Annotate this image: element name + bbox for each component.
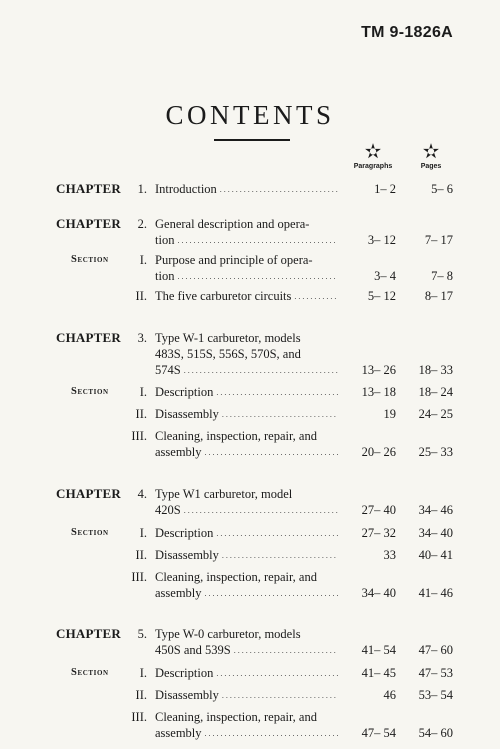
entry-title-line: General description and opera- — [155, 217, 310, 231]
chapter-entry — [0, 181, 500, 197]
page-range: 47– 60 — [418, 643, 453, 657]
paragraph-range: 34– 40 — [361, 586, 396, 600]
entry-number: II. — [135, 289, 147, 303]
entry-title-line: assembly — [155, 726, 202, 740]
paragraph-range: 27– 32 — [361, 526, 396, 540]
dot-leader — [234, 642, 338, 658]
entry-title-line: The five carburetor circuits — [155, 289, 292, 303]
paragraph-range: 3– 12 — [367, 233, 396, 247]
title-rule — [214, 139, 290, 141]
page-range: 53– 54 — [418, 688, 453, 702]
page-range: 34– 46 — [418, 503, 453, 517]
entry-title-line: Type W-0 carburetor, models — [155, 627, 301, 641]
page-range: 18– 33 — [418, 363, 453, 377]
entry-title — [155, 330, 338, 378]
entry-title-line: Introduction — [155, 182, 217, 196]
paragraph-range: 1– 2 — [374, 182, 396, 196]
chapter-entry — [0, 216, 500, 248]
entry-number: I. — [139, 526, 147, 540]
dot-leader — [222, 687, 338, 703]
entry-number: 5. — [137, 627, 147, 641]
entry-title — [155, 384, 338, 400]
entry-kind-label: CHAPTER — [56, 626, 121, 641]
entry-title-line: Cleaning, inspection, repair, and — [155, 570, 317, 584]
entry-title-line: Description — [155, 666, 214, 680]
dot-leader — [222, 547, 338, 563]
entry-title — [155, 288, 338, 304]
entry-title — [155, 428, 338, 460]
entry-title-line: Type W1 carburetor, model — [155, 487, 293, 501]
entry-number: II. — [135, 688, 147, 702]
chapter-entry — [0, 626, 500, 658]
chapter-entry — [0, 486, 500, 518]
entry-number: I. — [139, 666, 147, 680]
dot-leader — [222, 406, 338, 422]
subsection-entry — [0, 406, 500, 422]
paragraph-range: 47– 54 — [361, 726, 396, 740]
entry-kind-label: CHAPTER — [56, 330, 121, 345]
page-range: 47– 53 — [418, 666, 453, 680]
chapter-entry — [0, 330, 500, 378]
entry-title-line: Type W-1 carburetor, models — [155, 331, 301, 345]
paragraph-range: 19 — [383, 407, 396, 421]
star-icon: ✫ — [364, 141, 382, 163]
entry-title — [155, 709, 338, 741]
entry-title — [155, 569, 338, 601]
entry-title — [155, 525, 338, 541]
page-range: 8– 17 — [424, 289, 453, 303]
star-icon: ✫ — [422, 141, 440, 163]
entry-title-line: 450S and 539S — [155, 643, 231, 657]
dot-leader — [294, 288, 338, 304]
dot-leader — [216, 525, 338, 541]
entry-title-line: assembly — [155, 445, 202, 459]
entry-title-line: 483S, 515S, 556S, 570S, and — [155, 347, 301, 361]
page-range: 7– 8 — [431, 269, 453, 283]
entry-kind-label: Section — [71, 386, 109, 397]
section-entry — [0, 252, 500, 284]
entry-kind-label: Section — [71, 527, 109, 538]
entry-title-line: Disassembly — [155, 548, 219, 562]
entry-number: 2. — [137, 217, 147, 231]
dot-leader — [205, 725, 338, 741]
paragraph-range: 13– 26 — [361, 363, 396, 377]
dot-leader — [205, 585, 338, 601]
dot-leader — [220, 181, 338, 197]
entry-kind-label: CHAPTER — [56, 486, 121, 501]
subsection-entry — [0, 547, 500, 563]
dot-leader — [177, 232, 338, 248]
paragraph-range: 41– 54 — [361, 643, 396, 657]
entry-number: II. — [135, 407, 147, 421]
dot-leader — [216, 665, 338, 681]
entry-title-line: 574S — [155, 363, 181, 377]
paragraph-range: 20– 26 — [361, 445, 396, 459]
entry-title-line: tion — [155, 269, 175, 283]
entry-number: III. — [131, 710, 147, 724]
entry-title — [155, 626, 338, 658]
entry-title-line: Description — [155, 385, 214, 399]
dot-leader — [184, 502, 338, 518]
entry-number: 4. — [137, 487, 147, 501]
entry-title-line: tion — [155, 233, 175, 247]
entry-title — [155, 216, 338, 248]
entry-title-line: Description — [155, 526, 214, 540]
paragraphs-column-header — [350, 142, 396, 170]
dot-leader — [184, 362, 338, 378]
subsection-entry — [0, 687, 500, 703]
page-range: 40– 41 — [418, 548, 453, 562]
paragraph-range: 3– 4 — [374, 269, 396, 283]
document-id: TM 9-1826A — [361, 24, 453, 41]
entry-title — [155, 181, 338, 197]
paragraph-range: 5– 12 — [367, 289, 396, 303]
dot-leader — [205, 444, 338, 460]
entry-number: III. — [131, 570, 147, 584]
pages-column-header — [411, 142, 451, 170]
paragraph-range: 46 — [383, 688, 396, 702]
entry-title — [155, 486, 338, 518]
entry-kind-label: Section — [71, 254, 109, 265]
section-entry — [0, 665, 500, 681]
subsection-entry — [0, 709, 500, 741]
entry-number: III. — [131, 429, 147, 443]
entry-title-line: Disassembly — [155, 688, 219, 702]
entry-title — [155, 406, 338, 422]
section-entry — [0, 525, 500, 541]
dot-leader — [177, 268, 338, 284]
entry-title — [155, 547, 338, 563]
entry-title — [155, 687, 338, 703]
paragraph-range: 13– 18 — [361, 385, 396, 399]
page-range: 54– 60 — [418, 726, 453, 740]
page-range: 41– 46 — [418, 586, 453, 600]
entry-title-line: Disassembly — [155, 407, 219, 421]
page-title: CONTENTS — [165, 100, 335, 131]
paragraph-range: 27– 40 — [361, 503, 396, 517]
subsection-entry — [0, 569, 500, 601]
section-entry — [0, 384, 500, 400]
paragraphs-label: Paragraphs — [353, 163, 393, 170]
entry-number: II. — [135, 548, 147, 562]
entry-title-line: Cleaning, inspection, repair, and — [155, 429, 317, 443]
subsection-entry — [0, 428, 500, 460]
entry-kind-label: Section — [71, 667, 109, 678]
entry-number: I. — [139, 385, 147, 399]
paragraph-range: 41– 45 — [361, 666, 396, 680]
entry-title-line: 420S — [155, 503, 181, 517]
dot-leader — [216, 384, 338, 400]
page-range: 24– 25 — [418, 407, 453, 421]
paragraph-range: 33 — [383, 548, 396, 562]
entry-kind-label: CHAPTER — [56, 181, 121, 196]
entry-number: 1. — [137, 182, 147, 196]
entry-title — [155, 665, 338, 681]
subsection-entry — [0, 288, 500, 304]
pages-label: Pages — [420, 163, 442, 170]
page-range: 18– 24 — [418, 385, 453, 399]
entry-title-line: assembly — [155, 586, 202, 600]
entry-number: 3. — [137, 331, 147, 345]
page-range: 25– 33 — [418, 445, 453, 459]
entry-kind-label: CHAPTER — [56, 216, 121, 231]
entry-title-line: Purpose and principle of opera- — [155, 253, 313, 267]
page-range: 7– 17 — [424, 233, 453, 247]
entry-title — [155, 252, 338, 284]
entry-title-line: Cleaning, inspection, repair, and — [155, 710, 317, 724]
page-range: 34– 40 — [418, 526, 453, 540]
page-range: 5– 6 — [431, 182, 453, 196]
entry-number: I. — [139, 253, 147, 267]
